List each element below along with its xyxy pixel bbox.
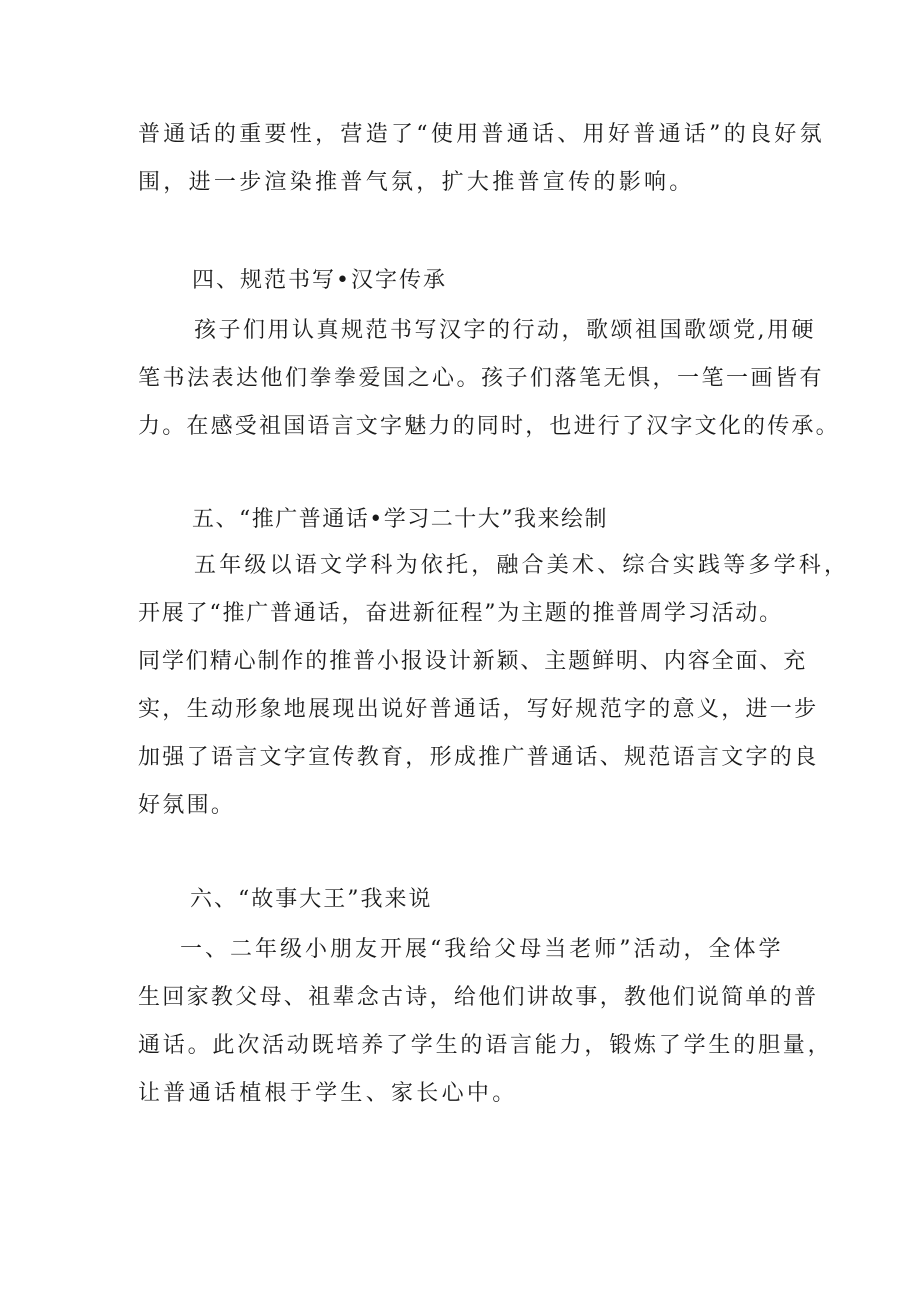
paragraph-line: 开展了“推广普通话，奋进新征程”为主题的推普周学习活动。 — [138, 601, 783, 626]
section-heading: 六、“故事大王”我来说 — [190, 887, 433, 912]
intro-line: 普通话的重要性，营造了“使用普通话、用好普通话”的良好氛 — [138, 122, 825, 147]
paragraph-line: 一、二年级小朋友开展“我给父母当老师”活动，全体学 — [180, 937, 784, 962]
paragraph-line: 力。在感受祖国语言文字魅力的同时，也进行了汉字文化的传承。 — [138, 414, 840, 439]
section-heading: 五、“推广普通话•学习二十大”我来绘制 — [192, 507, 608, 532]
paragraph-line: 实，生动形象地展现出说好普通话，写好规范字的意义，进一步 — [138, 697, 819, 722]
paragraph-line: 五年级以语文学科为依托，融合美术、综合实践等多学科， — [194, 553, 850, 578]
paragraph-line: 生回家教父母、祖辈念古诗，给他们讲故事，教他们说简单的普 — [138, 985, 819, 1010]
paragraph-line: 好氛围。 — [138, 793, 236, 818]
intro-line: 围，进一步渲染推普气氛，扩大推普宣传的影响。 — [138, 170, 695, 195]
paragraph-line: 孩子们用认真规范书写汉字的行动，歌颂祖国歌颂党,用硬 — [194, 318, 816, 343]
paragraph-line: 通话。此次活动既培养了学生的语言能力，锻炼了学生的胆量， — [138, 1033, 833, 1058]
paragraph-line: 同学们精心制作的推普小报设计新颖、主题鲜明、内容全面、充 — [138, 649, 808, 674]
paragraph-line: 笔书法表达他们拳拳爱国之心。孩子们落笔无惧，一笔一画皆有 — [138, 366, 825, 391]
paragraph-line: 加强了语言文字宣传教育，形成推广普通话、规范语言文字的良 — [138, 745, 819, 770]
section-heading: 四、规范书写•汉字传承 — [192, 268, 447, 293]
paragraph-line: 让普通话植根于学生、家长心中。 — [138, 1081, 518, 1106]
